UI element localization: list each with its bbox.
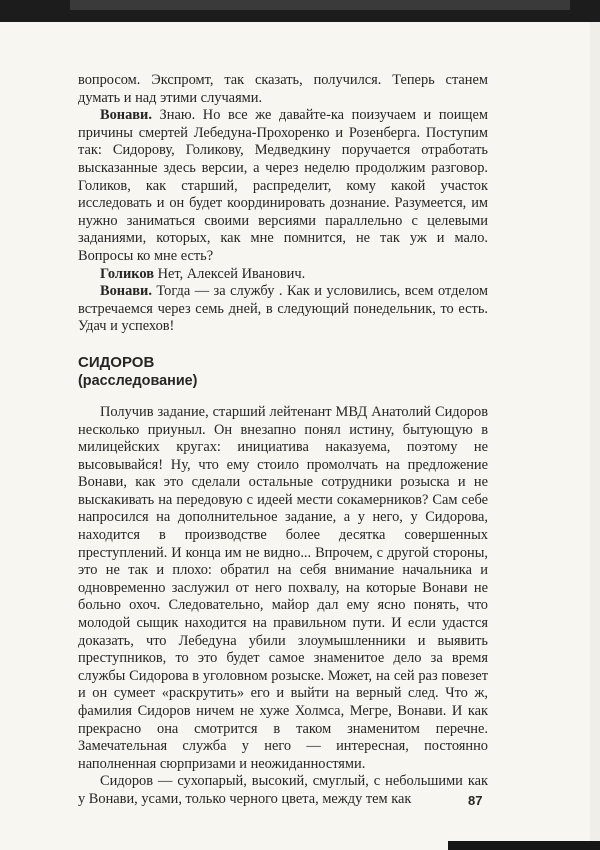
dialogue-paragraph [78, 107, 488, 265]
speaker-name: Вонави. [100, 283, 152, 300]
paragraph-text: вопросом. Экспромт, так сказать, получился. Теперь станем думать и над этими случаями. [78, 72, 488, 106]
narrative-paragraph: Сидоров — сухопарый, высокий, смуглый, с небольшими как у Вонави, усами, только черного цвета, между тем как [78, 773, 488, 807]
dialogue-text: Нет, Алексей Иванович. [153, 265, 306, 282]
narrative-paragraph: Получив задание, старший лейтенант МВД Анатолий Сидоров несколько приуныл. Он внезапно понял истину, бытующую в милицейских кругах: инициатива наказуема, поэтому не высовывайся! Ну, что ему стоило промолчать на предложение Вонави, как это сделали остальные сотрудники розыска и не выскакивать на передовую с идеей мести сокамерников? Сам себе напросился на дополнительное задание, а у него, у Сидорова, находится в производстве более десятка совершенных преступлений. И конца им не видно... Впрочем, с другой стороны, это не так и плохо: обратил на себя внимание начальника и одновременно заслужил от него похвалу, на которые Вонави не больно охоч. Следовательно, майор дал ему ясно понять, что молодой сыщик находится на правильном пути. И если удастся доказать, что Лебедуна убили злоумышленники и выявить преступников, то это будет самое знаменитое дело за время службы Сидорова в уголовном розыске. Может, на сей раз повезет и он сумеет «раскрутить» его и выйти на верный след. Что ж, фамилия Сидоров ничем не хуже Холмса, Мегре, Вонави. И как прекрасно она смотрится в таком знаменитом перечне. Замечательная служба у него — интересная, постоянно наполненная сюрпризами и неожиданностями. [78, 403, 488, 772]
dialogue-text: Знаю. Но все же давайте-ка поизучаем и поищем причины смертей Лебедуна-Прохоренко и Розенберга. Поступим так: Сидорову, Голикову, Медведкину поручается отработать высказанные здесь версии, а через неделю продолжим разговор. Голиков, как старший, распределит, кому какой участок исследовать и он будет координировать дознание. Разумеется, им нужно заниматься своими версиями параллельно с целевыми заданиями, которых, как мне помнится, не так уж и мало. Вопросы ко мне есть? [78, 107, 488, 264]
page-right-edge [590, 22, 600, 841]
section-heading: СИДОРОВ [78, 353, 155, 371]
page-bottom-dark-edge [448, 841, 600, 850]
dialogue-paragraph [78, 283, 488, 336]
speaker-name: Вонави. [100, 107, 152, 124]
dialogue-paragraph [78, 266, 488, 284]
speaker-name: Голиков [100, 265, 154, 282]
page-number: 87 [468, 793, 483, 808]
paragraph-continuation [78, 72, 488, 107]
page-text [78, 72, 488, 809]
section-subheading: (расследование) [78, 372, 198, 389]
dialogue-text: Тогда — за службу . Как и условились, всем отделом встречаемся через семь дней, в следующий понедельник, то есть. Удач и успехов! [78, 283, 488, 335]
page-top-shadow [70, 0, 570, 10]
